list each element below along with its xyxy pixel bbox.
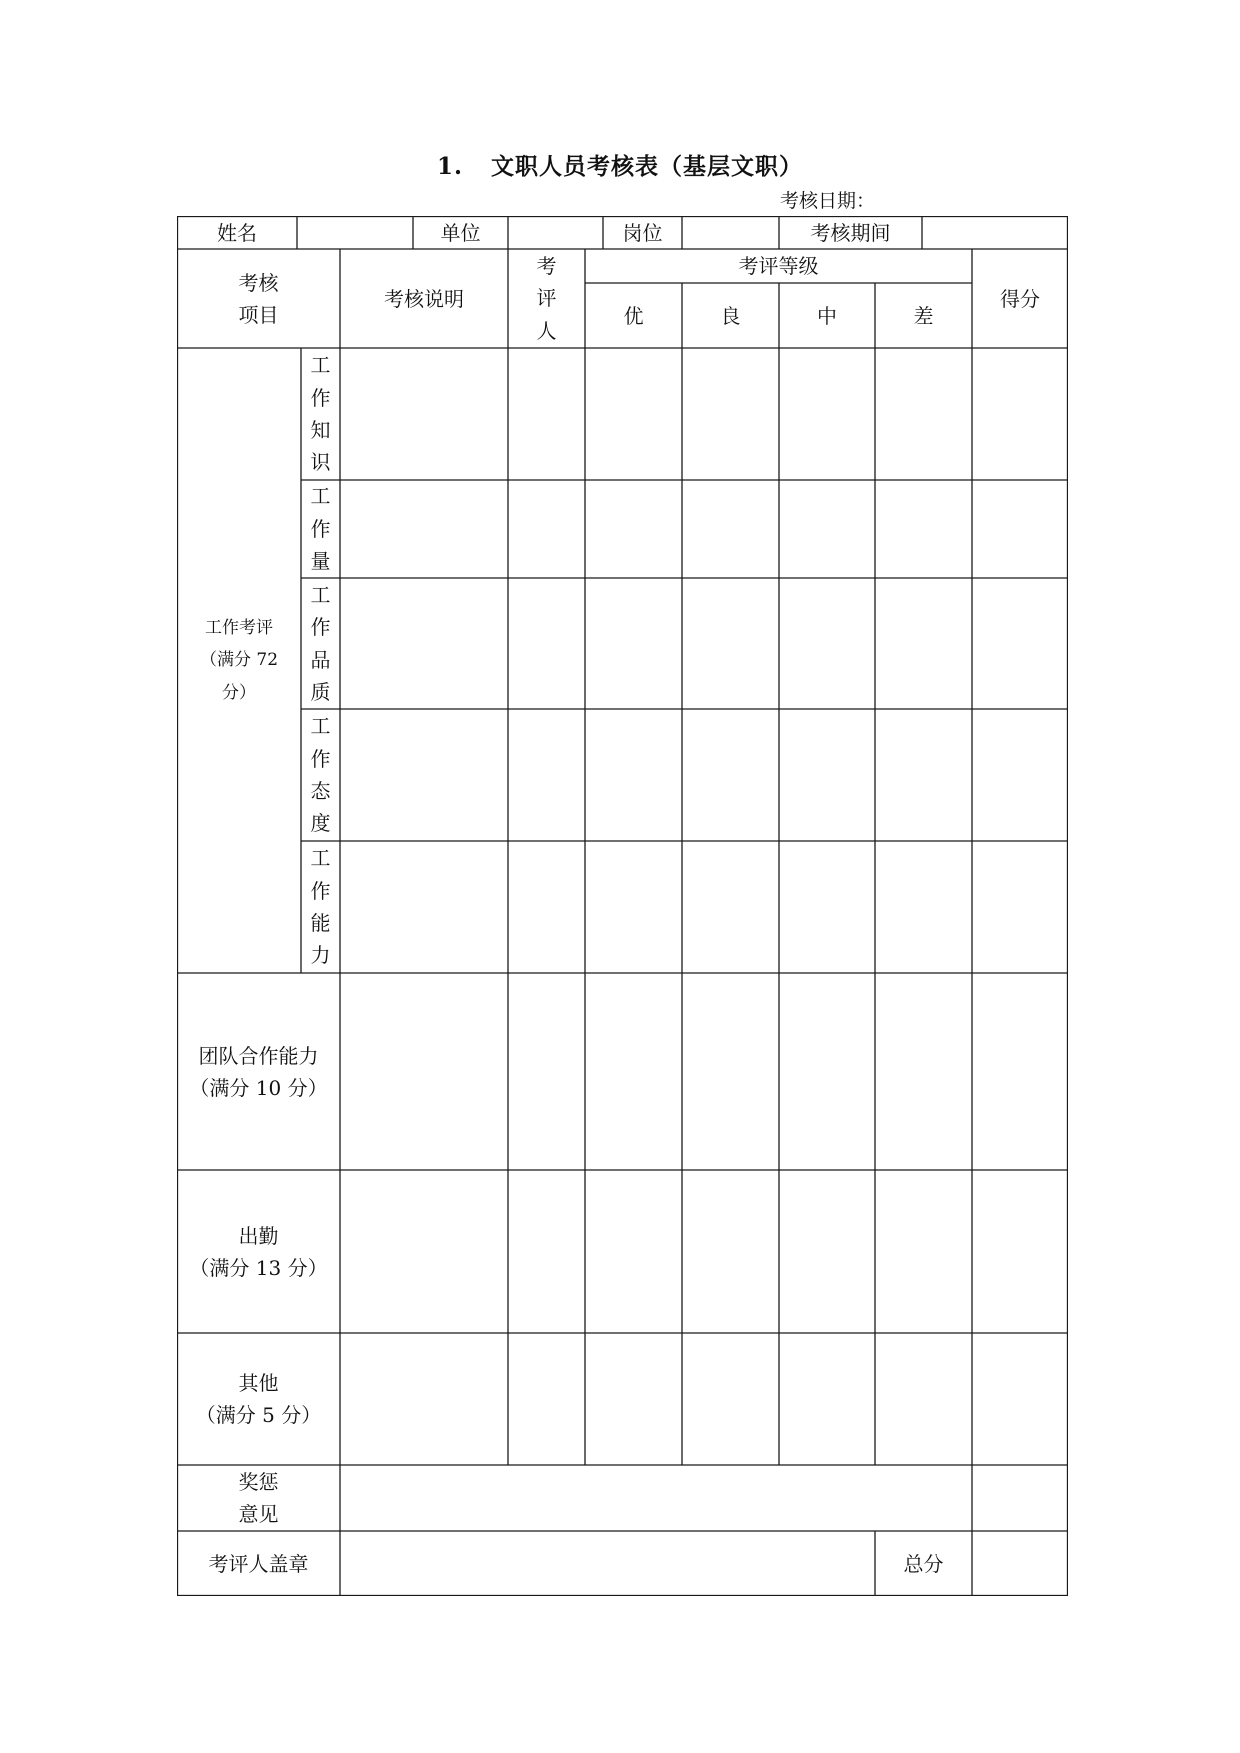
header-grade-excellent: 优 xyxy=(623,303,644,328)
work-evaluation-line3: 分） xyxy=(221,682,256,703)
teamwork-line2: （满分 10 分） xyxy=(189,1075,328,1100)
work-evaluation-label xyxy=(177,348,301,973)
other-line2: （满分 5 分） xyxy=(195,1403,322,1427)
other-label xyxy=(177,1333,340,1465)
stamp-label: 考评人盖章 xyxy=(208,1551,309,1576)
subitem-work-quality xyxy=(301,578,340,709)
subitem-char: 作 xyxy=(310,878,331,903)
other-line1: 其他 xyxy=(238,1371,279,1395)
attendance-line2: （满分 13 分） xyxy=(189,1255,328,1280)
subitem-char: 力 xyxy=(310,943,331,968)
subitem-char: 度 xyxy=(310,811,331,836)
period-label: 考核期间 xyxy=(810,220,891,245)
page-title xyxy=(0,148,1240,181)
title-number: 1. xyxy=(436,153,463,180)
reward-line1: 奖惩 xyxy=(238,1470,279,1494)
unit-field[interactable] xyxy=(508,216,603,249)
total-score-field[interactable] xyxy=(972,1531,1068,1596)
subitem-char: 知 xyxy=(310,418,331,442)
subitem-char: 工 xyxy=(310,484,331,509)
subitem-char: 量 xyxy=(310,549,331,574)
subitem-work-knowledge xyxy=(301,348,340,480)
subitem-workload xyxy=(301,480,340,578)
header-item-line1: 考核 xyxy=(238,270,279,295)
subitem-char: 作 xyxy=(310,516,331,541)
teamwork-label xyxy=(177,973,340,1170)
post-label: 岗位 xyxy=(622,220,663,245)
header-description: 考核说明 xyxy=(384,286,464,311)
subitem-char: 作 xyxy=(310,385,331,410)
header-score: 得分 xyxy=(1000,286,1040,311)
title-text: 文职人员考核表（基层文职） xyxy=(491,153,803,180)
reward-label xyxy=(177,1465,340,1531)
teamwork-line1: 团队合作能力 xyxy=(198,1043,319,1068)
reward-line2: 意见 xyxy=(238,1502,279,1526)
subitem-char: 工 xyxy=(310,846,331,871)
name-label: 姓名 xyxy=(217,220,257,245)
subitem-work-ability xyxy=(301,841,340,973)
reward-opinion-field[interactable] xyxy=(340,1465,972,1531)
subitem-char: 作 xyxy=(310,615,331,640)
subitem-char: 质 xyxy=(310,679,331,704)
subitem-work-attitude xyxy=(301,709,340,841)
work-evaluation-line2: （满分 72 xyxy=(199,650,279,671)
assessment-form-table xyxy=(177,216,1068,1596)
header-evaluator-char: 人 xyxy=(536,318,557,343)
header-grade-fair: 中 xyxy=(817,303,837,328)
name-field[interactable] xyxy=(297,216,413,249)
work-evaluation-line1: 工作考评 xyxy=(204,618,273,639)
subitem-char: 识 xyxy=(310,450,331,475)
subitem-char: 态 xyxy=(310,779,331,803)
subitem-char: 品 xyxy=(310,647,331,672)
subitem-char: 工 xyxy=(310,353,331,378)
header-evaluator-char: 考 xyxy=(536,253,557,278)
stamp-field[interactable] xyxy=(340,1531,875,1596)
period-field[interactable] xyxy=(922,216,1068,249)
header-grade-poor: 差 xyxy=(913,303,934,328)
subitem-char: 工 xyxy=(310,582,331,607)
subitem-char: 工 xyxy=(310,714,331,739)
subitem-char: 能 xyxy=(310,911,331,935)
subitem-char: 作 xyxy=(310,746,331,771)
total-label: 总分 xyxy=(903,1551,944,1576)
assessment-date-label: 考核日期： xyxy=(780,190,876,212)
header-item-line2: 项目 xyxy=(238,302,279,327)
attendance-line1: 出勤 xyxy=(238,1223,279,1248)
header-grade-group: 考评等级 xyxy=(738,254,819,278)
post-field[interactable] xyxy=(682,216,779,249)
header-item xyxy=(177,249,340,348)
attendance-label xyxy=(177,1170,340,1333)
header-evaluator-char: 评 xyxy=(536,286,557,311)
header-evaluator xyxy=(508,249,585,348)
unit-label: 单位 xyxy=(440,220,481,245)
header-grade-good: 良 xyxy=(720,303,741,328)
